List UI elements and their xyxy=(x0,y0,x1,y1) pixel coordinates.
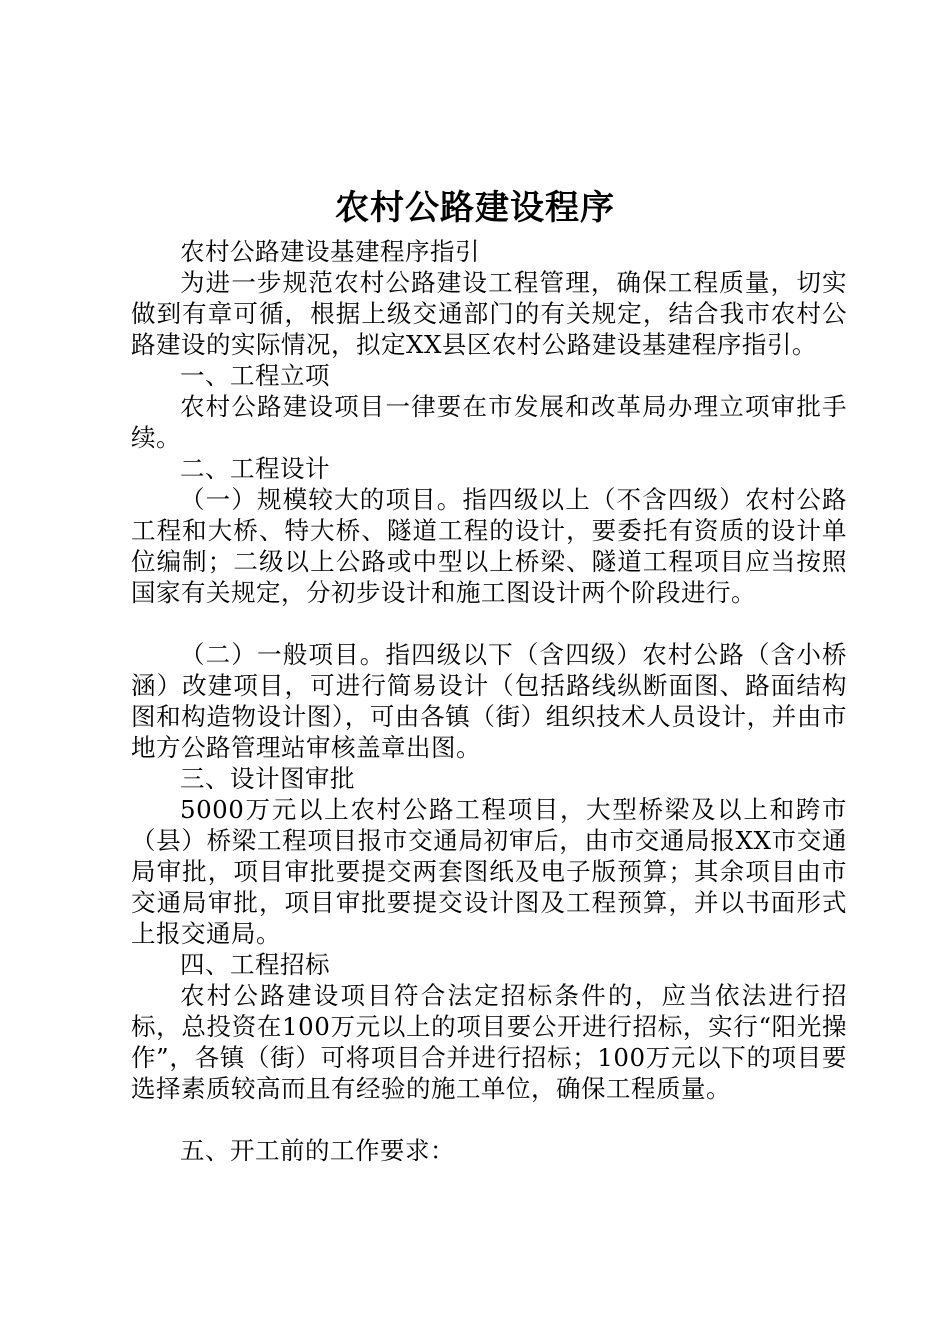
section-heading-5: 五、开工前的工作要求： xyxy=(180,1136,455,1165)
paragraph-intro: 为进一步规范农村公路建设工程管理，确保工程质量，切实做到有章可循，根据上级交通部门的有关规定，结合我市农村公路建设的实际情况，拟定XX县区农村公路建设基建程序指引。 xyxy=(131,268,847,359)
paragraph-subtitle: 农村公路建设基建程序指引 xyxy=(180,237,480,266)
document-body xyxy=(131,236,847,1166)
paragraph-section-3: 5000万元以上农村公路工程项目，大型桥梁及以上和跨市（县）桥梁工程项目报市交通局初审后，由市交通局报XX市交通局审批，项目审批要提交两套图纸及电子版预算；其余项目由市交通局审批，项目审批要提交设计图及工程预算，并以书面形式上报交通局。 xyxy=(131,795,847,948)
paragraph-section-1: 农村公路建设项目一律要在市发展和改革局办理立项审批手续。 xyxy=(131,392,847,452)
section-heading-3: 三、设计图审批 xyxy=(180,764,355,793)
section-heading-1: 一、工程立项 xyxy=(180,361,330,390)
paragraph-section-2-item-2: （二）一般项目。指四级以下（含四级）农村公路（含小桥涵）改建项目，可进行简易设计（包括路线纵断面图、路面结构图和构造物设计图），可由各镇（街）组织技术人员设计，并由市地方公路管理站审核盖章出图。 xyxy=(131,640,847,762)
section-heading-4: 四、工程招标 xyxy=(180,950,330,979)
paragraph-section-2-item-1: （一）规模较大的项目。指四级以上（不含四级）农村公路工程和大桥、特大桥、隧道工程的设计，要委托有资质的设计单位编制；二级以上公路或中型以上桥梁、隧道工程项目应当按照国家有关规定，分初步设计和施工图设计两个阶段进行。 xyxy=(131,485,847,607)
paragraph-section-4: 农村公路建设项目符合法定招标条件的，应当依法进行招标，总投资在100万元以上的项目要公开进行招标，实行“阳光操作”，各镇（街）可将项目合并进行招标；100万元以下的项目要选择素质较高而且有经验的施工单位，确保工程质量。 xyxy=(131,981,847,1103)
section-heading-2: 二、工程设计 xyxy=(180,454,330,483)
document-title: 农村公路建设程序 xyxy=(335,188,615,228)
